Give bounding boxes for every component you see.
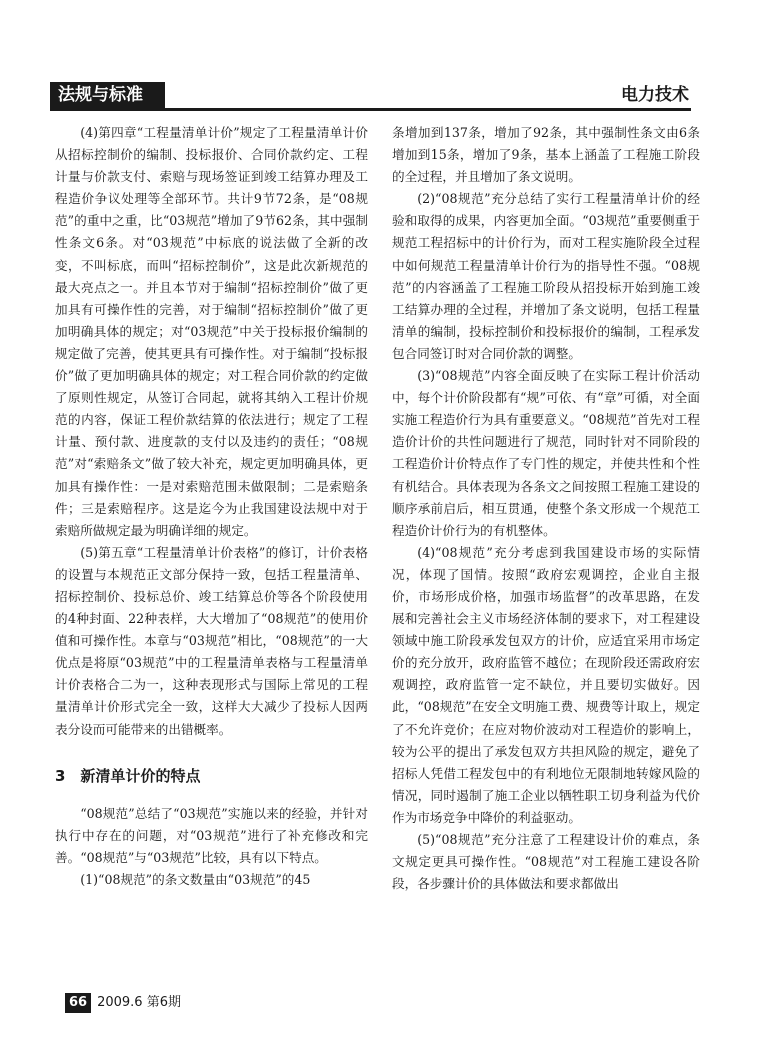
paragraph: (2)“08规范”充分总结了实行工程量清单计价的经验和取得的成果，内容更加全面。“03规范”重要侧重于规范工程招标中的计价行为，而对工程实施阶段全过程中如何规范工程量清单计价行为的指导性不强。“08规范”的内容涵盖了工程施工阶段从招投标开始到施工竣工结算办理的全过程，并增加了条文说明，包括工程量清单的编制，投标控制价和投标报价的编制，工程承发包合同签订时对合同价款的调整。 <box>392 191 700 361</box>
page-number: 66 <box>65 993 91 1013</box>
paragraph: “08规范”总结了“03规范”实施以来的经验，并针对执行中存在的问题，对“03规范”进行了补充修改和完善。“08规范”与“03规范”比较，具有以下特点。 <box>55 805 368 865</box>
page-footer <box>65 993 181 1013</box>
paragraph: (5)第五章“工程量清单计价表格”的修订，计价表格的设置与本规范正文部分保持一致，包括工程量清单、招标控制价、投标总价、竣工结算总价等各个阶段使用的4种封面、22种表样，大大增加了“08规范”的使用价值和可操作性。本章与“03规范”相比，“08规范”的一大优点是将原“03规范”中的工程量清单表格与工程量清单计价表格合二为一，这种表现形式与国际上常见的工程量清单计价形式完全一致，这样大大减少了投标人因两表分设而可能带来的出错概率。 <box>55 544 368 737</box>
left-column <box>55 122 368 891</box>
section-heading: 3 新清单计价的特点 <box>55 766 201 785</box>
journal-name: 电力技术 <box>621 85 689 105</box>
paragraph: (3)“08规范”内容全面反映了在实际工程计价活动中，每个计价阶段都有“规”可依、有“章”可循，对全面实施工程造价行为具有重要意义。“08规范”首先对工程造价计价的共性问题进行了规范，同时针对不同阶段的工程造价计价特点作了专门性的规定，并使共性和个性有机结合。具体表现为各条文之间按照工程施工建设的顺序承前启后，相互贯通，使整个条文形成一个规范工程造价计价行为的有机整体。 <box>392 368 700 538</box>
issue-label: 2009.6 第6期 <box>97 995 181 1010</box>
section-label: 法规与标准 <box>50 82 165 108</box>
paragraph: (1)“08规范”的条文数量由“03规范”的45 <box>80 871 311 887</box>
paragraph: 条增加到137条，增加了92条，其中强制性条文由6条增加到15条，增加了9条，基本上涵盖了工程施工阶段的全过程，并且增加了条文说明。 <box>392 125 700 185</box>
right-column <box>392 122 700 895</box>
paragraph: (4)第四章“工程量清单计价”规定了工程量清单计价从招标控制价的编制、投标报价、合同价款约定、工程计量与价款支付、索赔与现场签证到竣工结算办理及工程造价争议处理等全部环节。共计9节72条，是“08规范”的重中之重，比“03规范”增加了9节62条，其中强制性条文6条。对“03规范”中标底的说法做了全新的改变，不叫标底，而叫“招标控制价”，这是此次新规范的最大亮点之一。并且本节对于编制“招标控制价”做了更加具有可操作性的完善，对于编制“招标控制价”做了更加明确具体的规定；对“03规范”中关于投标报价编制的规定做了完善，使其更具有可操作性。对于编制“投标报价”做了更加明确具体的规定；对工程合同价款的约定做了原则性规定，从签订合同起，就将其纳入工程计价规范的内容，保证工程价款结算的依法进行；规定了工程计量、预付款、进度款的支付以及违约的责任；“08规范”对“索赔条文”做了较大补充，规定更加明确具体，更加具有操作性：一是对索赔范围未做限制；二是索赔条件；三是索赔程序。这是迄今为止我国建设法规中对于索赔所做规定最为明确详细的规定。 <box>55 125 368 538</box>
paragraph: (5)“08规范”充分注意了工程建设计价的难点，条文规定更具可操作性。“08规范”对工程施工建设各阶段，各步骤计价的具体做法和要求都做出 <box>392 832 700 892</box>
header-divider <box>50 108 691 111</box>
paragraph: (4)“08规范”充分考虑到我国建设市场的实际情况，体现了国情。按照“政府宏观调控，企业自主报价，市场形成价格，加强市场监督”的改革思路，在发展和完善社会主义市场经济体制的要求下，对工程建设领域中施工阶段承发包双方的计价，应适宜采用市场定价的充分放开，政府监管不越位；在现阶段还需政府宏观调控，政府监管一定不缺位，并且要切实做好。因此，“08规范”在安全文明施工费、规费等计取上，规定了不允许竞价；在应对物价波动对工程造价的影响上，较为公平的提出了承发包双方共担风险的规定，避免了招标人凭借工程发包中的有利地位无限制地转嫁风险的情况，同时遏制了施工企业以牺牲职工切身利益为代价作为市场竞争中降价的利益驱动。 <box>392 544 700 825</box>
